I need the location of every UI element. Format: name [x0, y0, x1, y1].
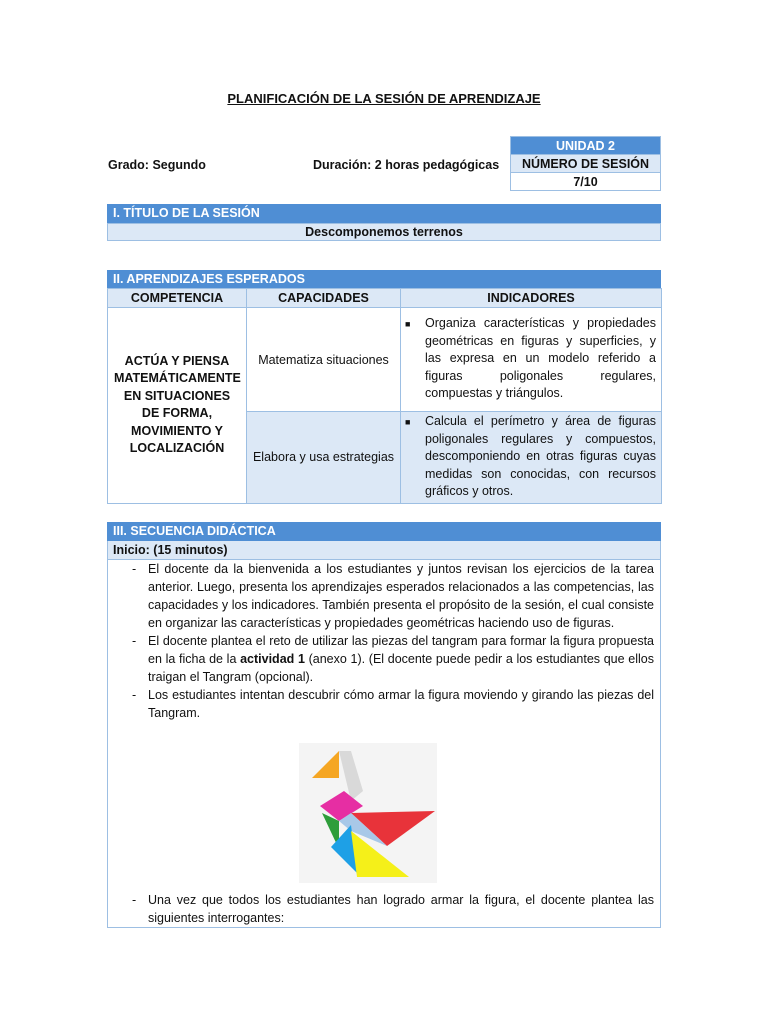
list-item-text: Una vez que todos los estudiantes han logrado armar la figura, el docente plantea las siguientes interrogantes: [148, 893, 654, 925]
section1-heading: I. TÍTULO DE LA SESIÓN [107, 204, 661, 223]
item2-text-b: (anexo 1). (El docente puede pedir a los estudiantes que ellos traigan el Tangram (opcional). [148, 652, 654, 684]
numero-sesion-label: NÚMERO DE SESIÓN [511, 155, 661, 173]
list-item-text: El docente da la bienvenida a los estudiantes y juntos revisan los ejercicios de la tarea anterior. Luego, presenta los aprendizajes esperados relacionados a las competencias, las capacidades y los indicadores. También presenta el propósito de la sesión, el cual consiste en organizar las características y propiedades geométricas haciendo uso de figuras. [148, 562, 654, 630]
list-item-text: Los estudiantes intentan descubrir cómo armar la figura moviendo y girando las piezas del Tangram. [148, 688, 654, 720]
capacidad-cell: Elabora y usa estrategias [247, 412, 401, 504]
list-item [108, 891, 660, 927]
actividad-1-bold: actividad 1 [240, 652, 305, 666]
unit-info-box [510, 136, 661, 191]
section2-heading: II. APRENDIZAJES ESPERADOS [107, 270, 661, 288]
square-bullet-icon: ■ [405, 417, 411, 427]
unidad-label: UNIDAD 2 [511, 137, 661, 155]
col-header-competencia: COMPETENCIA [108, 289, 247, 308]
list-item [108, 560, 660, 632]
dash-marker: - [132, 893, 137, 907]
dash-marker: - [132, 562, 137, 576]
indicador-text: Calcula el perímetro y área de figuras poligonales regulares y compuestos, descomponiendo en otras figuras cuyas medidas son conocidas, con recursos gráficos y otros. [425, 414, 656, 498]
square-bullet-icon: ■ [405, 319, 411, 330]
col-header-indicadores: INDICADORES [401, 289, 662, 308]
session-title: Descomponemos terrenos [107, 223, 661, 241]
col-header-capacidades: CAPACIDADES [247, 289, 401, 308]
numero-sesion-value: 7/10 [511, 173, 661, 191]
indicador-cell [401, 308, 662, 412]
tangram-swan-image [299, 743, 437, 883]
indicador-text: Organiza características y propiedades geométricas en figuras y superficies, y las expresa en un modelo referido a figuras poligonales regulares, compuestas y triángulos. [425, 316, 656, 401]
indicador-cell [401, 412, 662, 504]
list-item [108, 686, 660, 722]
dash-marker: - [132, 634, 137, 648]
dash-marker: - [132, 688, 137, 702]
capacidad-cell: Matematiza situaciones [247, 308, 401, 412]
secuencia-list [108, 560, 660, 722]
competencia-text: ACTÚA Y PIENSA MATEMÁTICAMENTE EN SITUACIONES DE FORMA, MOVIMIENTO Y LOCALIZACIÓN [114, 353, 241, 456]
aprendizajes-table [107, 288, 662, 504]
item2-text-a: El docente plantea el reto de utilizar las piezas del tangram para formar la figura propuesta en la ficha de la [148, 634, 654, 666]
grado-label: Grado: Segundo [108, 158, 206, 172]
tangram-swan-drawing [299, 743, 437, 883]
tangram-piece-orange [312, 751, 339, 778]
section3-heading: III. SECUENCIA DIDÁCTICA [107, 522, 661, 541]
secuencia-list-continued [108, 891, 660, 927]
page-title: PLANIFICACIÓN DE LA SESIÓN DE APRENDIZAJE [227, 91, 541, 106]
inicio-label: Inicio: (15 minutos) [107, 541, 661, 559]
competencia-cell [108, 308, 247, 504]
list-item-text [148, 632, 660, 686]
duracion-label: Duración: 2 horas pedagógicas [313, 158, 500, 172]
list-item [108, 632, 660, 686]
